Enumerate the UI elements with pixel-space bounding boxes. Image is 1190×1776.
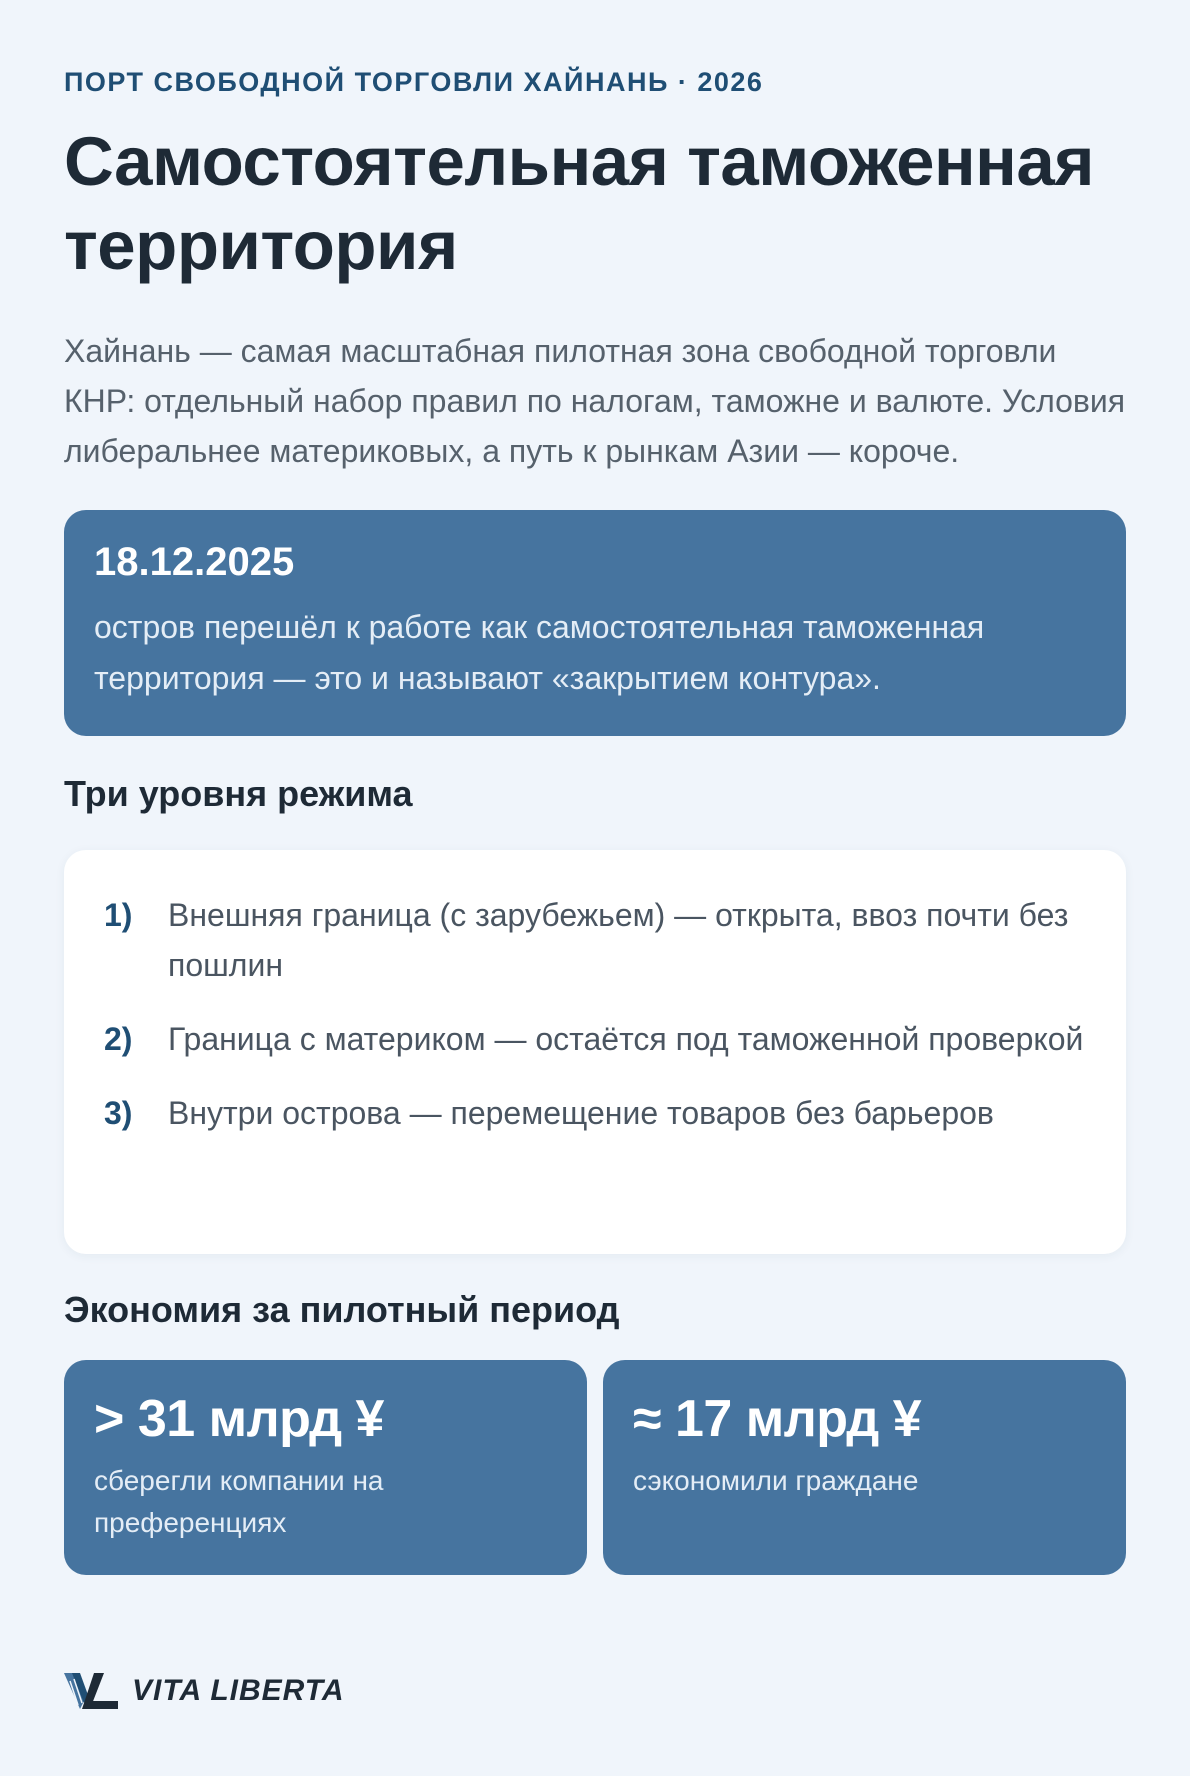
page-title: Самостоятельная таможенная территория [64, 123, 1094, 284]
stat-value: > 31 млрд ¥ [94, 1390, 384, 1448]
stat-label: сберегли компании на преференциях [94, 1465, 384, 1538]
hero-card [64, 510, 1126, 736]
stat-value: ≈ 17 млрд ¥ [633, 1390, 922, 1448]
infographic-page [64, 62, 1126, 1575]
hero-date: 18.12.2025 [94, 540, 295, 584]
list-item [104, 890, 1086, 990]
list-item-text: Внешняя граница (с зарубежьем) — открыта, ввоз почти без пошлин [168, 897, 1069, 983]
list-item-text: Граница с материком — остаётся под таможенной проверкой [168, 1021, 1084, 1057]
stats-row [64, 1360, 1126, 1575]
savings-section-title: Экономия за пилотный период [64, 1289, 620, 1330]
list-item-number: 2) [104, 1021, 133, 1057]
hero-text: остров перешёл к работе как самостоятельная таможенная территория — это и называют «закрытием контура». [94, 609, 985, 696]
levels-section-title: Три уровня режима [64, 773, 413, 814]
brand-name: VITA LIBERTA [132, 1674, 345, 1707]
levels-card [64, 850, 1126, 1254]
brand-footer [64, 1671, 345, 1711]
lead-paragraph: Хайнань — самая масштабная пилотная зона свободной торговли КНР: отдельный набор правил по налогам, таможне и валюте. Условия либеральнее материковых, а путь к рынкам Азии — короче. [64, 333, 1126, 469]
stat-card-citizens [603, 1360, 1126, 1575]
list-item-number: 1) [104, 897, 133, 933]
eyebrow-label: ПОРТ СВОБОДНОЙ ТОРГОВЛИ ХАЙНАНЬ · 2026 [64, 67, 764, 97]
stat-label: сэкономили граждане [633, 1465, 919, 1496]
list-item [104, 1088, 1086, 1138]
list-item-text: Внутри острова — перемещение товаров без барьеров [168, 1095, 994, 1131]
list-item-number: 3) [104, 1095, 133, 1131]
stat-card-companies [64, 1360, 587, 1575]
vita-liberta-logo-icon [64, 1671, 120, 1711]
list-item [104, 1014, 1086, 1064]
